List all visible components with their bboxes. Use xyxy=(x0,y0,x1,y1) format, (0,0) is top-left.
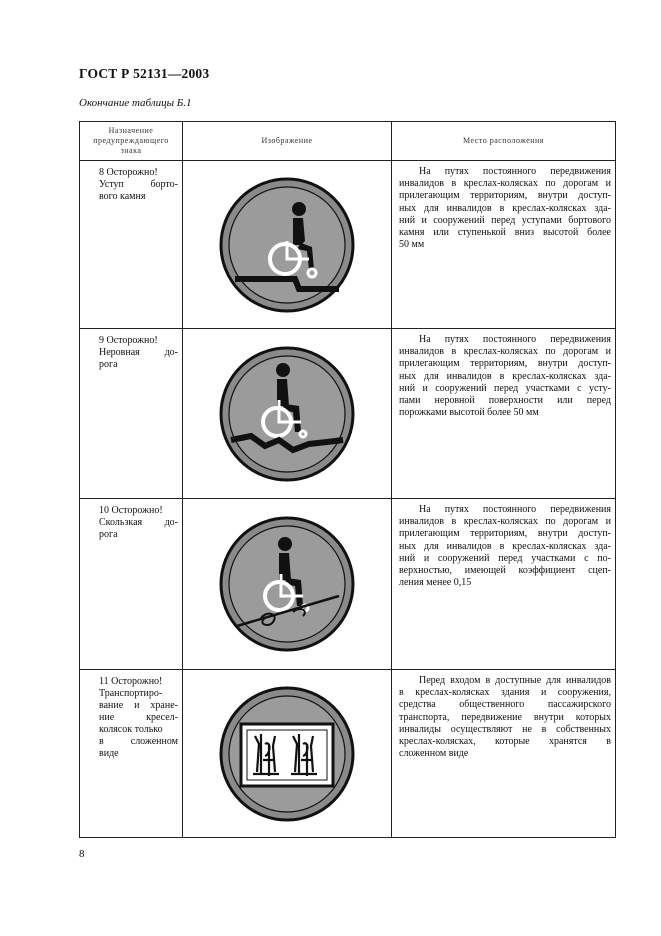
sign-name-cell xyxy=(80,670,183,838)
location-line: прилегающим территориям, внутри доступ- xyxy=(399,190,611,202)
location-line: средства общественного пассажирского xyxy=(399,699,611,711)
location-line: инвалидов в креслах-колясках по дорогам и xyxy=(399,346,611,358)
location-line: ных для инвалидов в креслах-колясках зда- xyxy=(399,540,611,552)
sign-image-cell xyxy=(183,329,392,499)
location-line: пами неровной поверхности или перед xyxy=(399,395,611,407)
location-line: камня или ступенькой вниз высотой более xyxy=(399,227,611,239)
location-line: сложенном виде xyxy=(399,748,469,760)
sign-image-cell xyxy=(183,161,392,329)
location-line: ления менее 0,15 xyxy=(399,577,472,589)
signs-table xyxy=(79,121,616,838)
column-header-purpose-line: знака xyxy=(120,146,142,155)
location-line: На путях постоянного передвижения xyxy=(419,504,611,515)
sign-image-cell xyxy=(183,670,392,838)
location-line: транспорта, передвижение внутри которых xyxy=(399,711,611,723)
location-line: На путях постоянного передвижения xyxy=(419,334,611,345)
location-line: ных для инвалидов в креслах-колясках зда- xyxy=(399,370,611,382)
sign-name-cell xyxy=(80,161,183,329)
sign-location-cell xyxy=(392,670,616,838)
location-line: ний и сооружений перед уступами бортового xyxy=(399,214,611,226)
sign-name-line: в сложенном xyxy=(99,736,178,747)
sign-name-line: 10 Осторожно! xyxy=(99,505,163,516)
sign-name-line: вого камня xyxy=(99,191,146,202)
location-line: инвалидов в креслах-колясках по дорогам и xyxy=(399,516,611,528)
table-row xyxy=(80,499,616,670)
sign-location-cell xyxy=(392,161,616,329)
location-line: креслах-колясках, которые хранятся в xyxy=(399,736,611,748)
sign-name-line: Транспортиро- xyxy=(99,688,163,699)
column-header-purpose xyxy=(80,122,183,161)
sign-name-line: рога xyxy=(99,359,118,370)
sign-location-cell xyxy=(392,329,616,499)
sign-name-line: рога xyxy=(99,529,118,540)
sign-name-cell xyxy=(80,499,183,670)
table-row xyxy=(80,161,616,329)
sign-name-line: виде xyxy=(99,748,119,759)
location-line: ных для инвалидов в креслах-колясках зда- xyxy=(399,202,611,214)
table-row xyxy=(80,329,616,499)
location-line: порожками высотой более 50 мм xyxy=(399,407,539,419)
location-line: инвалиды осуществляют не в собственных xyxy=(399,723,611,735)
location-line: ний и сооружений перед участками с усту- xyxy=(399,382,611,394)
table-caption: Окончание таблицы Б.1 xyxy=(79,97,192,109)
location-line: прилегающим территориям, внутри доступ- xyxy=(399,358,611,370)
location-line: ний и сооружений перед участками с по- xyxy=(399,552,611,564)
location-line: инвалидов в креслах-колясках по дорогам и xyxy=(399,178,611,190)
column-header-location: Место расположения xyxy=(392,122,616,161)
sign-image-cell xyxy=(183,499,392,670)
folded-wheelchair-transport-sign-icon xyxy=(217,684,357,824)
location-line: в креслах-колясках здания и сооружения, xyxy=(399,687,611,699)
sign-name-line: колясок только xyxy=(99,724,163,735)
location-line: Перед входом в доступные для инвалидов xyxy=(419,675,611,686)
document-header-title: ГОСТ Р 52131—2003 xyxy=(79,66,210,81)
sign-name-line: Скользкая до- xyxy=(99,517,178,528)
column-header-purpose-line: предупреждающего xyxy=(93,136,169,145)
column-header-image: Изображение xyxy=(183,122,392,161)
column-header-purpose-line: Назначение xyxy=(108,126,154,135)
sign-name-line: Уступ борто- xyxy=(99,179,178,190)
location-line: На путях постоянного передвижения xyxy=(419,166,611,177)
location-line: 50 мм xyxy=(399,239,425,251)
wheelchair-slippery-road-sign-icon xyxy=(217,514,357,654)
page-number: 8 xyxy=(79,848,85,860)
sign-name-line: 8 Осторожно! xyxy=(99,167,158,178)
wheelchair-uneven-road-sign-icon xyxy=(217,344,357,484)
sign-name-line: ние кресел- xyxy=(99,712,178,723)
wheelchair-curb-step-sign-icon xyxy=(217,175,357,315)
table-header-row xyxy=(80,122,616,161)
location-line: верхностью, имеющей коэффициент сцеп- xyxy=(399,565,611,577)
sign-name-cell xyxy=(80,329,183,499)
sign-name-line: 11 Осторожно! xyxy=(99,676,163,687)
location-line: прилегающим территориям, внутри доступ- xyxy=(399,528,611,540)
sign-name-line: 9 Осторожно! xyxy=(99,335,158,346)
sign-name-line: Неровная до- xyxy=(99,347,178,358)
table-row xyxy=(80,670,616,838)
sign-name-line: вание и хране- xyxy=(99,700,178,711)
sign-location-cell xyxy=(392,499,616,670)
